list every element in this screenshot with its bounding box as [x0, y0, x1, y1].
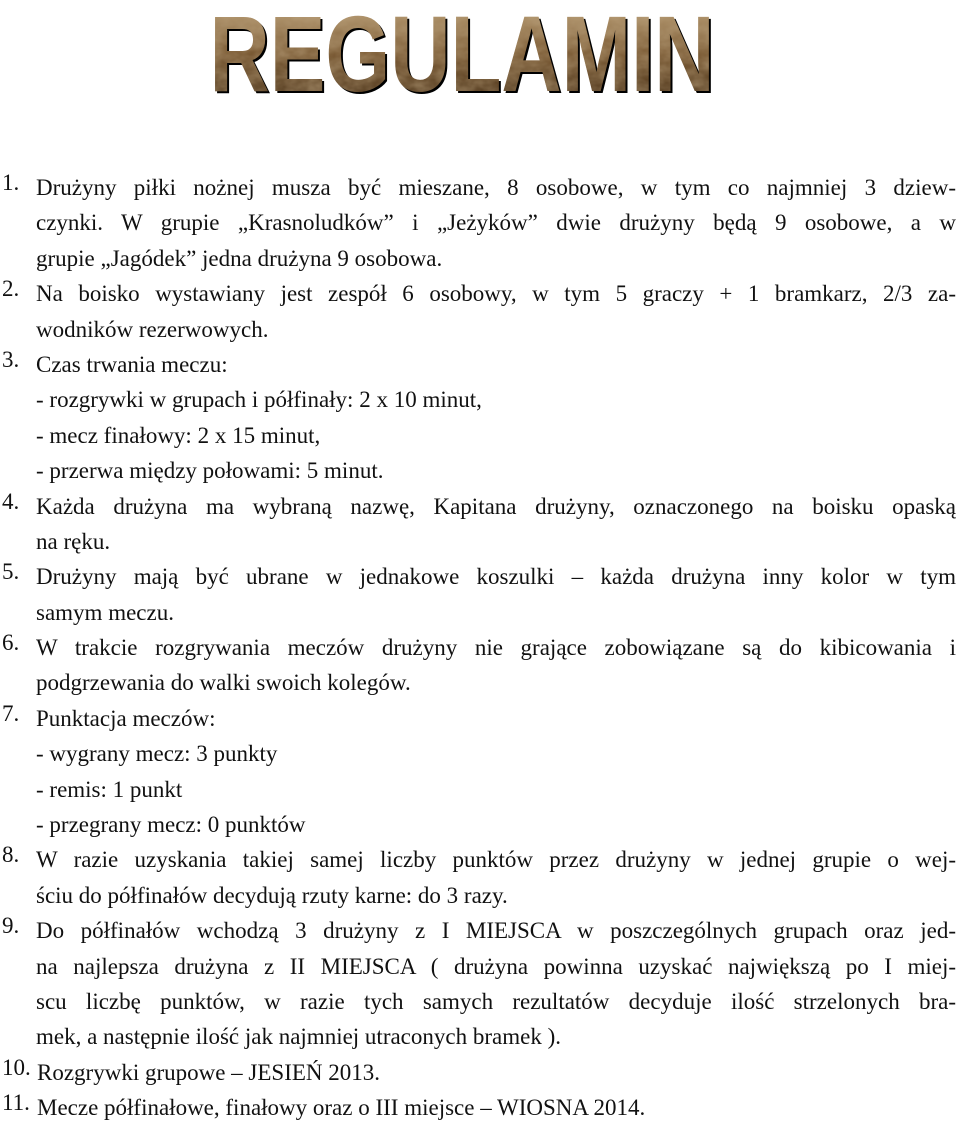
title-graphic	[205, 4, 720, 96]
rule-line: - przegrany mecz: 0 punktów	[36, 812, 306, 838]
rule-line: Punktacja meczów:	[36, 705, 216, 731]
rule-line: - mecz finałowy: 2 x 15 minut,	[36, 422, 321, 448]
rule-text	[36, 630, 960, 701]
rule-line: - remis: 1 punkt	[36, 776, 183, 802]
rule-text	[36, 489, 960, 560]
rule-item	[0, 489, 960, 560]
rule-item	[0, 559, 960, 630]
rule-number: 10.	[2, 1054, 31, 1080]
rule-item	[0, 842, 960, 913]
rule-line: na ręku.	[36, 528, 111, 554]
rule-text	[37, 1090, 960, 1125]
rule-line: samym meczu.	[36, 599, 174, 625]
rule-line: - rozgrywki w grupach i półfinały: 2 x 10 minut,	[36, 387, 482, 413]
rule-line: wodników rezerwowych.	[36, 316, 269, 342]
rule-item	[0, 347, 960, 489]
rule-line: na najlepsza drużyna z II MIEJSCA ( drużyna powinna uzyskać największą po I miej-	[36, 953, 956, 979]
rule-text	[36, 559, 960, 630]
rule-item	[0, 1090, 960, 1125]
rule-line: Drużyny mają być ubrane w jednakowe koszulki – każda drużyna inny kolor w tym	[36, 564, 956, 590]
rule-line: Mecze półfinałowe, finałowy oraz o III miejsce – WIOSNA 2014.	[37, 1095, 646, 1121]
rule-line: ściu do półfinałów decydują rzuty karne: do 3 razy.	[36, 882, 508, 908]
rule-number: 3.	[2, 346, 20, 372]
rule-number: 6.	[2, 630, 20, 656]
rule-text	[36, 276, 960, 347]
rule-text	[36, 913, 960, 1055]
rule-item	[0, 701, 960, 843]
title-text: REGULAMIN	[209, 4, 715, 96]
rule-text	[36, 170, 960, 276]
rule-line: Każda drużyna ma wybraną nazwę, Kapitana drużyny, oznaczonego na boisku opaską	[36, 493, 956, 519]
rule-number: 8.	[2, 842, 20, 868]
rule-line: - wygrany mecz: 3 punkty	[36, 741, 278, 767]
title-banner	[205, 4, 720, 96]
rule-line: W trakcie rozgrywania meczów drużyny nie grające zobowiązane są do kibicowania i	[36, 635, 956, 661]
title-texture: REGULAMIN	[209, 4, 715, 96]
rule-line: grupie „Jagódek” jedna drużyna 9 osobowa.	[36, 245, 443, 271]
rule-line: Rozgrywki grupowe – JESIEŃ 2013.	[37, 1059, 381, 1085]
rules-list	[0, 170, 960, 1126]
rule-item	[0, 913, 960, 1055]
rule-line: Do półfinałów wchodzą 3 drużyny z I MIEJSCA w poszczególnych grupach oraz jed-	[36, 918, 956, 944]
rule-line: mek, a następnie ilość jak najmniej utraconych bramek ).	[36, 1024, 561, 1050]
rule-item	[0, 1055, 960, 1090]
rule-line: Na boisko wystawiany jest zespół 6 osobowy, w tym 5 graczy + 1 bramkarz, 2/3 za-	[36, 281, 956, 307]
rule-number: 2.	[2, 276, 20, 302]
rule-number: 4.	[2, 488, 20, 514]
rule-line: Drużyny piłki nożnej musza być mieszane, 8 osobowe, w tym co najmniej 3 dziew-	[36, 175, 956, 200]
rule-line: scu liczbę punktów, w razie tych samych rezultatów decyduje ilość strzelonych bra-	[36, 988, 956, 1014]
rule-line: - przerwa między połowami: 5 minut.	[36, 458, 384, 484]
rule-number: 11.	[2, 1090, 30, 1116]
rule-line: czynki. W grupie „Krasnoludków” i „Jeżyków” dwie drużyny będą 9 osobowe, a w	[36, 210, 956, 236]
rule-text	[36, 701, 960, 843]
rule-number: 5.	[2, 559, 20, 585]
rule-number: 7.	[2, 700, 20, 726]
rule-item	[0, 276, 960, 347]
rule-line: Czas trwania meczu:	[36, 351, 228, 377]
rule-number: 9.	[2, 913, 20, 939]
rule-text	[37, 1055, 960, 1090]
rule-number: 1.	[2, 170, 20, 195]
rule-line: W razie uzyskania takiej samej liczby punktów przez drużyny w jednej grupie o wej-	[36, 847, 956, 873]
rule-line: podgrzewania do walki swoich kolegów.	[36, 670, 411, 696]
rule-item	[0, 170, 960, 276]
rule-text	[36, 347, 960, 489]
rule-item	[0, 630, 960, 701]
title-shadow: REGULAMIN	[211, 4, 717, 96]
rule-text	[36, 842, 960, 913]
